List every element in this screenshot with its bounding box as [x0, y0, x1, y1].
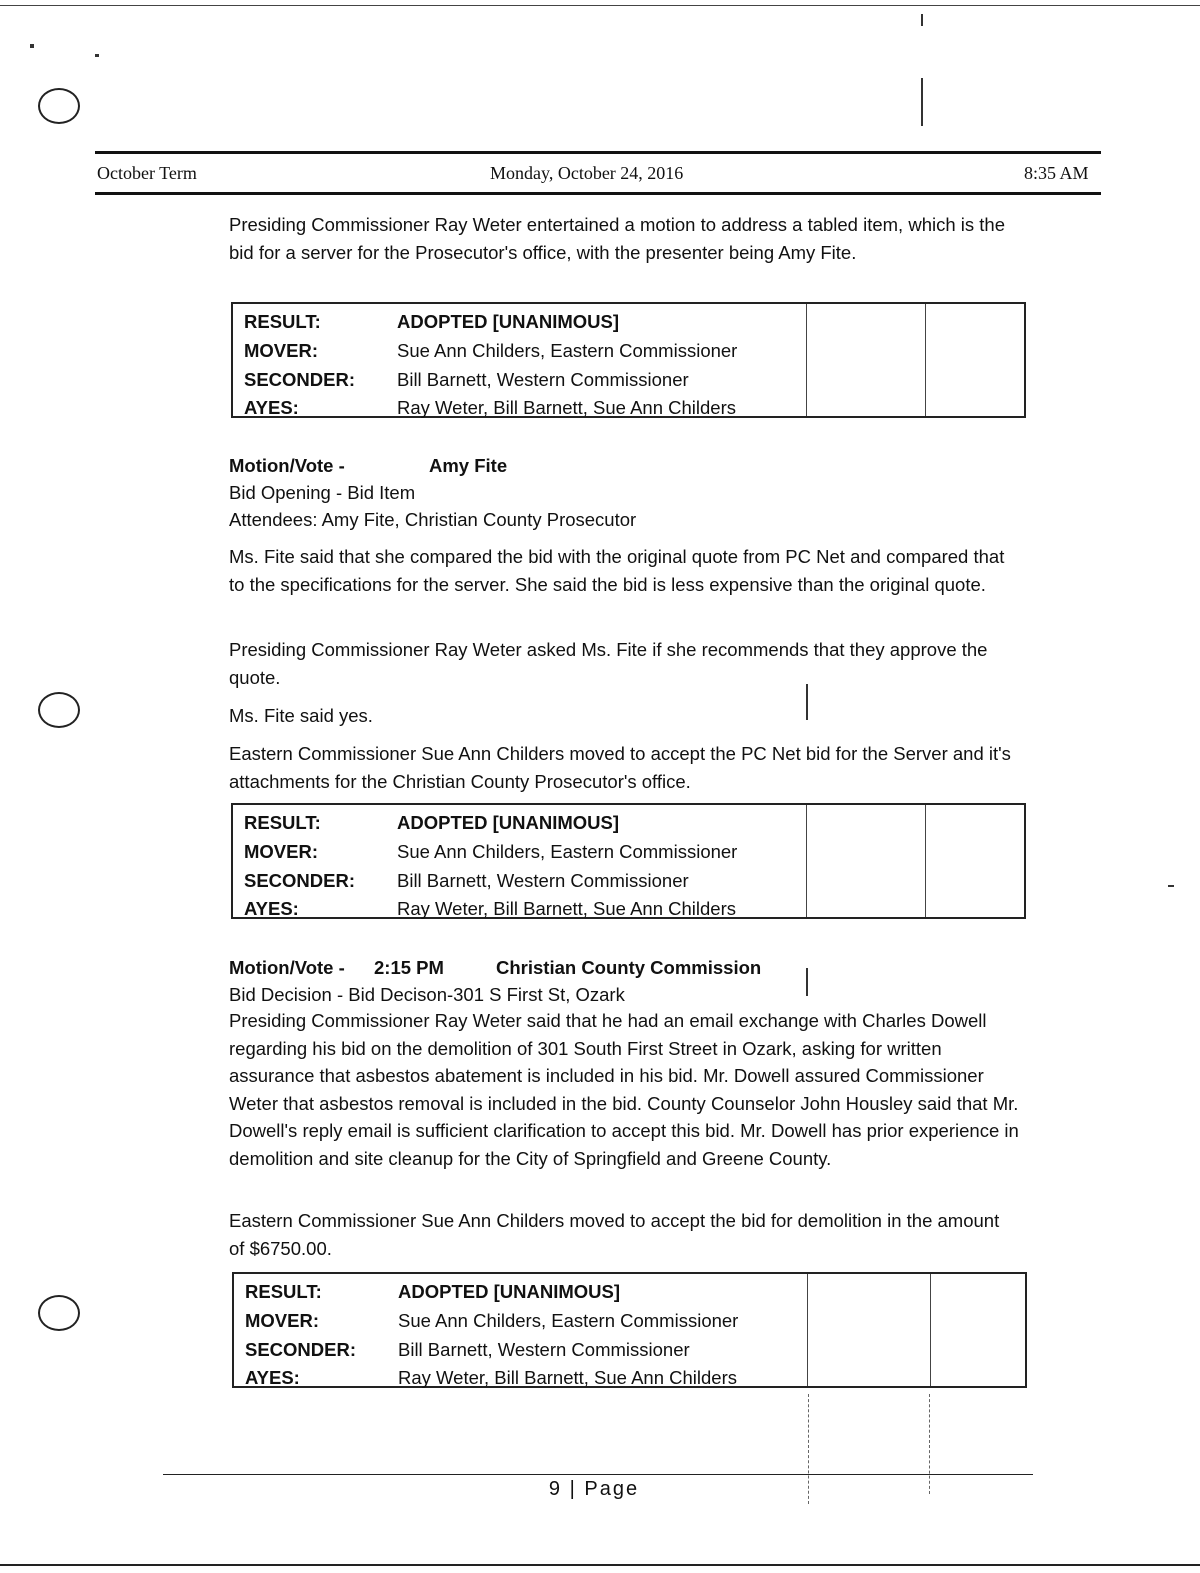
ayes-value: Ray Weter, Bill Barnett, Sue Ann Childers: [397, 397, 736, 418]
paragraph: Ms. Fite said yes.: [229, 705, 373, 726]
paragraph: Presiding Commissioner Ray Weter said that he had an email exchange with Charles Dowell regarding his bid on the demolition of 301 South First Street in Ozark, asking for written assurance that asbestos abatement is included in his bid. Mr. Dowell assured Commissioner Weter that asbestos removal is included in the bid. County Counselor John Housley said that Mr. Dowell's reply email is sufficient clarification to accept this bid. Mr. Dowell has prior experience in demolition and site cleanup for the City of Springfield and Greene County.: [229, 1010, 1019, 1169]
term-label: October Term: [97, 163, 197, 183]
paragraph: Presiding Commissioner Ray Weter asked Ms. Fite if she recommends that they approve the quote.: [229, 639, 988, 688]
bid-line: Bid Decision - Bid Decison-301 S First St, Ozark: [229, 984, 625, 1005]
scan-mark: [921, 78, 923, 126]
vote-result-table: [232, 1272, 1027, 1388]
punch-hole: [38, 1295, 80, 1331]
motion-time: 2:15 PM: [374, 957, 444, 978]
result-value: ADOPTED [UNANIMOUS]: [398, 1281, 620, 1302]
motion-heading: [229, 954, 762, 982]
vote-result-table: [231, 803, 1026, 919]
punch-hole: [38, 692, 80, 728]
meeting-time: 8:35 AM: [1024, 163, 1089, 183]
mover-label: MOVER:: [245, 1310, 319, 1331]
ayes-label: AYES:: [244, 898, 299, 919]
mover-value: Sue Ann Childers, Eastern Commissioner: [397, 841, 738, 862]
table-divider: [807, 1274, 808, 1386]
mover-label: MOVER:: [244, 340, 318, 361]
paragraph: Ms. Fite said that she compared the bid with the original quote from PC Net and compared that to the specifications for the server. She said the bid is less expensive than the original quote.: [229, 546, 1005, 595]
ayes-value: Ray Weter, Bill Barnett, Sue Ann Childers: [398, 1367, 737, 1388]
motion-heading: [229, 452, 508, 480]
table-divider: [806, 304, 807, 416]
seconder-label: SECONDER:: [244, 870, 356, 891]
intro-paragraph: Presiding Commissioner Ray Weter entertained a motion to address a tabled item, which is the bid for a server for the Prosecutor's office, with the presenter being Amy Fite.: [229, 214, 1005, 263]
scan-top-edge: [0, 5, 1200, 6]
vote-result-table: [231, 302, 1026, 418]
motion-presenter: Christian County Commission: [496, 957, 762, 978]
scan-speck: [30, 44, 34, 48]
attendees-line: Attendees: Amy Fite, Christian County Prosecutor: [229, 509, 637, 530]
motion-label: Motion/Vote -: [229, 455, 345, 476]
seconder-label: SECONDER:: [244, 369, 356, 390]
punch-hole: [38, 88, 80, 124]
page-number: 9 | Page: [548, 1478, 640, 1500]
result-value: ADOPTED [UNANIMOUS]: [397, 311, 619, 332]
table-divider: [806, 805, 807, 917]
result-label: RESULT:: [244, 812, 321, 833]
result-label: RESULT:: [245, 1281, 322, 1302]
table-divider: [930, 1274, 931, 1386]
result-value: ADOPTED [UNANIMOUS]: [397, 812, 619, 833]
table-divider: [925, 805, 926, 917]
ayes-label: AYES:: [244, 397, 299, 418]
result-label: RESULT:: [244, 311, 321, 332]
paragraph: Eastern Commissioner Sue Ann Childers moved to accept the bid for demolition in the amount of $6750.00.: [229, 1210, 1000, 1259]
scan-mark: [806, 968, 808, 996]
seconder-value: Bill Barnett, Western Commissioner: [398, 1339, 690, 1360]
header-bottom-rule: [95, 192, 1101, 195]
footer-rule: [163, 1474, 1033, 1475]
meeting-date: Monday, October 24, 2016: [490, 163, 684, 183]
scan-speck: [95, 54, 99, 57]
seconder-value: Bill Barnett, Western Commissioner: [397, 870, 689, 891]
scan-bottom-edge: [0, 1564, 1200, 1566]
mover-value: Sue Ann Childers, Eastern Commissioner: [398, 1310, 739, 1331]
scan-speck: [1168, 885, 1174, 887]
bid-line: Bid Opening - Bid Item: [229, 482, 416, 503]
seconder-value: Bill Barnett, Western Commissioner: [397, 369, 689, 390]
mover-value: Sue Ann Childers, Eastern Commissioner: [397, 340, 738, 361]
header-top-rule: [95, 151, 1101, 154]
ayes-value: Ray Weter, Bill Barnett, Sue Ann Childers: [397, 898, 736, 919]
motion-presenter: Amy Fite: [429, 455, 508, 476]
paragraph: Eastern Commissioner Sue Ann Childers moved to accept the PC Net bid for the Server and it's attachments for the Christian County Prosecutor's office.: [229, 743, 1011, 792]
motion-label: Motion/Vote -: [229, 957, 345, 978]
seconder-label: SECONDER:: [245, 1339, 357, 1360]
scan-mark: [921, 14, 923, 26]
ayes-label: AYES:: [245, 1367, 300, 1388]
mover-label: MOVER:: [244, 841, 318, 862]
table-divider: [925, 304, 926, 416]
